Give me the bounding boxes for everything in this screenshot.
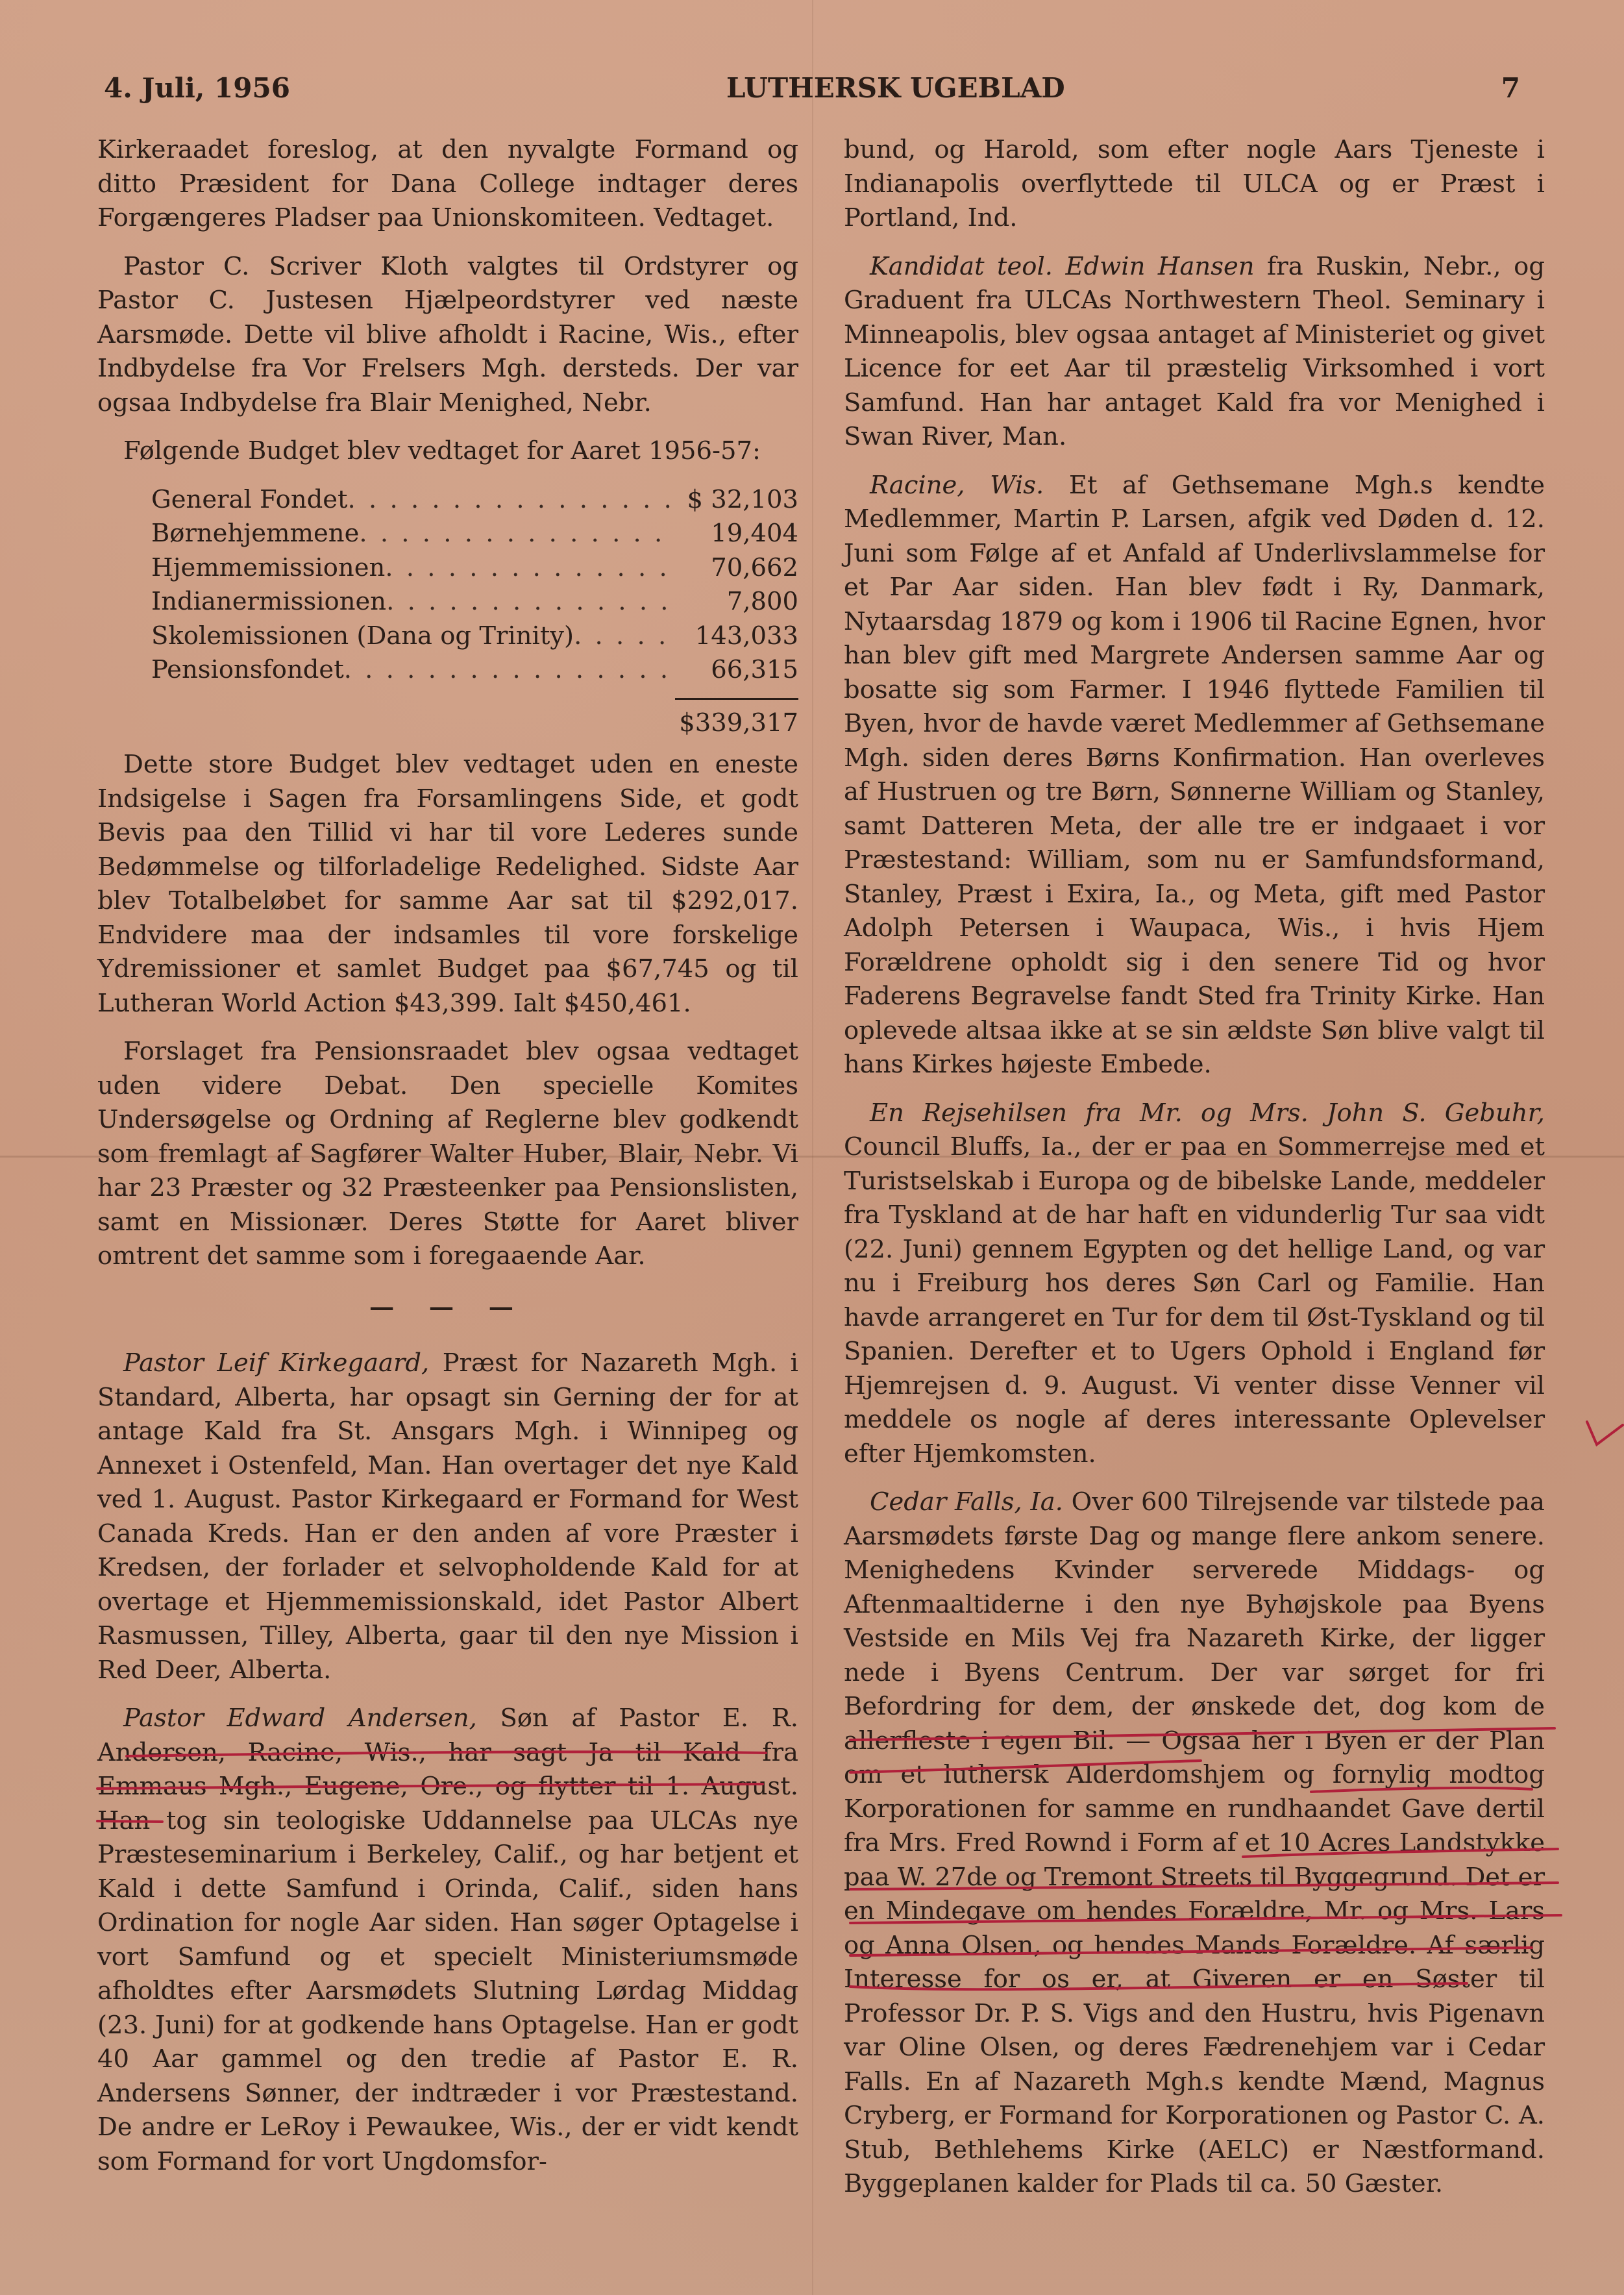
paragraph-lead: Pastor Edward Andersen,	[123, 1704, 477, 1733]
page-header	[104, 65, 1520, 110]
budget-label: Skolemissionen (Dana og Trinity)	[151, 621, 574, 651]
budget-total-rule	[675, 698, 798, 700]
left-column	[97, 133, 798, 2193]
annotation-check-mark	[1587, 1422, 1623, 1445]
paragraph-body: Council Bluffs, Ia., der er paa en Sommerrejse med et Turistselskab i Europa og de bibelske Lande, meddeler fra Tyskland at de har haft en vidunderlig Tur saa vidt (22. Juni) gennem Egypten og det hellige Land, og var nu i Freiburg hos deres Søn Carl og Familie. Han havde arrangeret en Tur for dem til Øst-Tyskland og til Spanien. Derefter et to Ugers Ophold i England før Hjemrejsen d. 9. August. Vi venter disse Venner vil meddele os nogle af deres interessante Oplevelser efter Hjemkomsten.	[844, 1132, 1545, 1469]
budget-label: Pensionsfondet	[151, 655, 344, 684]
budget-label: General Fondet	[151, 484, 348, 514]
budget-value: 143,033	[695, 621, 798, 651]
budget-total: $339,317	[679, 708, 798, 738]
paper-fold-vertical	[812, 0, 813, 2295]
budget-row	[97, 653, 798, 688]
paragraph-body: Søn af Pastor E. R. Andersen, Racine, Wis., har sagt Ja til Kald fra Emmaus Mgh., Eugene, Ore., og flytter til 1. August. Han tog sin teologiske Uddannelse paa ULCAs nye Præsteseminarium i Berkeley, Calif., og har betjent et Kald i dette Samfund i Orinda, Calif., siden hans Ordination for nogle Aar siden. Han søger Optagelse i vort Samfund og et specielt Ministeriumsmøde afholdtes efter Aarsmødets Slutning Lørdag Middag (23. Juni) for at godkende hans Optagelse. Han er godt 40 Aar gammel og den tredie af Pastor E. R. Andersens Sønner, der indtræder i vor Præstestand. De andre er LeRoy i Pewaukee, Wis., der er vidt kendt som Formand for vort Ungdomsfor-	[97, 1704, 798, 2176]
paragraph: Pastor C. Scriver Kloth valgtes til Ordstyrer og Pastor C. Justesen Hjælpeordstyrer ved næste Aarsmøde. Dette vil blive afholdt i Racine, Wis., efter Indbydelse fra Vor Frelsers Mgh. dersteds. Der var ogsaa Indbydelse fra Blair Menighed, Nebr.	[97, 251, 798, 417]
budget-value: $ 32,103	[687, 484, 798, 514]
paragraph: Dette store Budget blev vedtaget uden en eneste Indsigelse i Sagen fra Forsamlingens Side, et godt Bevis paa den Tillid vi har til vore Lederes sunde Bedømmelse og tilforladelige Redelighed. Sidste Aar blev Totalbeløbet for samme Aar sat til $292,017. Endvidere maa der indsamles til vore forskelige Ydremissioner et samlet Budget paa $67,745 og til Lutheran World Action $43,399. Ialt $450,461.	[97, 750, 798, 1018]
budget-value: 19,404	[711, 519, 798, 548]
paragraph-lead: Pastor Leif Kirkegaard,	[123, 1348, 430, 1378]
budget-row	[97, 483, 798, 517]
paragraph-lead: Racine, Wis.	[870, 470, 1044, 500]
paragraph-body: fra Ruskin, Nebr., og Graduent fra ULCAs Northwestern Theol. Seminary i Minneapolis, blev ogsaa antaget af Ministeriet og givet Licence for eet Aar til præstelig Virksomhed i vort Samfund. Han har antaget Kald fra vor Menighed i Swan River, Man.	[844, 251, 1545, 451]
budget-row	[97, 517, 798, 551]
budget-value: 7,800	[726, 587, 798, 616]
paragraph-lead: Cedar Falls, Ia.	[870, 1487, 1063, 1517]
budget-row	[97, 619, 798, 654]
paragraph-body: Over 600 Tilrejsende var tilstede paa Aarsmødets første Dag og mange flere ankom senere. Menighedens Kvinder serverede Middags- og Aftenmaaltiderne i den nye Byhøjskole paa Byens Vestside en Mils Vej fra Nazareth Kirke, der ligger nede i Byens Centrum. Der var sørget for fri Befordring for dem, der ønskede det, dog kom de allerfleste i egen Bil. — Ogsaa her i Byen er der Plan om et luthersk Alderdomshjem og fornylig modtog Korporationen for samme en rundhaandet Gave dertil fra Mrs. Fred Rownd i Form af et 10 Acres Landstykke paa W. 27de og Tremont Streets til Byggegrund. Det er en Mindegave om hendes Forældre, Mr. og Mrs. Lars og Anna Olsen, og hendes Mands Forældre. Af særlig Interesse for os er, at Giveren er en Søster til Professor Dr. P. S. Vigs and den Hustru, hvis Pigenavn var Oline Olsen, og deres Fædrenehjem var i Cedar Falls. En af Nazareth Mgh.s kendte Mænd, Magnus Cryberg, er Formand for Korporationen og Pastor C. A. Stub, Bethlehems Kirke (AELC) er Næstformand. Byggeplanen kalder for Plads til ca. 50 Gæster.	[844, 1487, 1545, 2198]
paragraph	[97, 1346, 798, 1687]
paragraph	[844, 1097, 1545, 1472]
paragraph	[844, 469, 1545, 1082]
budget-value: 70,662	[711, 552, 798, 582]
paragraph	[844, 250, 1545, 454]
page-number: 7	[1501, 71, 1520, 104]
paragraph: Følgende Budget blev vedtaget for Aaret 1956-57:	[123, 436, 761, 465]
paragraph: Forslaget fra Pensionsraadet blev ogsaa vedtaget uden videre Debat. Den specielle Komites Undersøgelse og Ordning af Reglerne blev godkendt som fremlagt af Sagfører Walter Huber, Blair, Nebr. Vi har 23 Præster og 32 Præsteenker paa Pensionslisten, samt en Missionær. Deres Støtte for Aaret bliver omtrent det samme som i foregaaende Aar.	[97, 1037, 798, 1271]
budget-label: Hjemmemissionen	[151, 552, 386, 582]
budget-label: Indianermissionen	[151, 587, 387, 616]
paragraph: Kirkeraadet foreslog, at den nyvalgte Formand og ditto Præsident for Dana College indtager deres Forgængeres Pladser paa Unionskomiteen. Vedtaget.	[97, 135, 798, 232]
right-column	[844, 133, 1545, 2216]
paragraph	[97, 1702, 798, 2179]
issue-date: 4. Juli, 1956	[104, 71, 290, 104]
budget-row	[97, 585, 798, 619]
paragraph-body: Et af Gethsemane Mgh.s kendte Medlemmer, Martin P. Larsen, afgik ved Døden d. 12. Juni som Følge af et Anfald af Underlivslammelse for et Par Aar siden. Han blev født i Ry, Danmark, Nytaarsdag 1879 og kom i 1906 til Racine Egnen, hvor han blev gift med Margrete Andersen samme Aar og bosatte sig som Farmer. I 1946 flyttede Familien til Byen, hvor de havde været Medlemmer af Gethsemane Mgh. siden deres Børns Konfirmation. Han overleves af Hustruen og tre Børn, Sønnerne William og Stanley, samt Datteren Meta, der alle tre er indgaaet i vor Præstestand: William, som nu er Samfundsformand, Stanley, Præst i Exira, Ia., og Meta, gift med Pastor Adolph Petersen i Waupaca, Wis., i hvis Hjem Forældrene opholdt sig i den senere Tid og hvor Faderens Begravelse fandt Sted fra Trinity Kirke. Han oplevede altsaa ikke at se sin ældste Søn blive valgt til hans Kirkes højeste Embede.	[844, 470, 1545, 1079]
section-separator: — — —	[369, 1292, 527, 1322]
publication-title: LUTHERSK UGEBLAD	[726, 71, 1065, 104]
paragraph-body: Præst for Nazareth Mgh. i Standard, Alberta, har opsagt sin Gerning der for at antage Kald fra St. Ansgars Mgh. i Winnipeg og Annexet i Ostenfeld, Man. Han overtager det nye Kald ved 1. August. Pastor Kirkegaard er Formand for West Canada Kreds. Han er den anden af vore Præster i Kredsen, der forlader et selvopholdende Kald for at overtage et Hjemmemissionskald, idet Pastor Albert Rasmussen, Tilley, Alberta, gaar til den nye Mission i Red Deer, Alberta.	[97, 1348, 798, 1685]
budget-row	[97, 551, 798, 586]
paragraph-lead: En Rejsehilsen fra Mr. og Mrs. John S. Gebuhr,	[870, 1098, 1545, 1128]
paragraph	[844, 1485, 1545, 2202]
paragraph: bund, og Harold, som efter nogle Aars Tjeneste i Indianapolis overflyttede til ULCA og er Præst i Portland, Ind.	[844, 135, 1545, 232]
budget-value: 66,315	[711, 655, 798, 684]
budget-table	[97, 483, 798, 741]
budget-label: Børnehjemmene	[151, 519, 360, 548]
paragraph-lead: Kandidat teol. Edwin Hansen	[870, 251, 1255, 281]
